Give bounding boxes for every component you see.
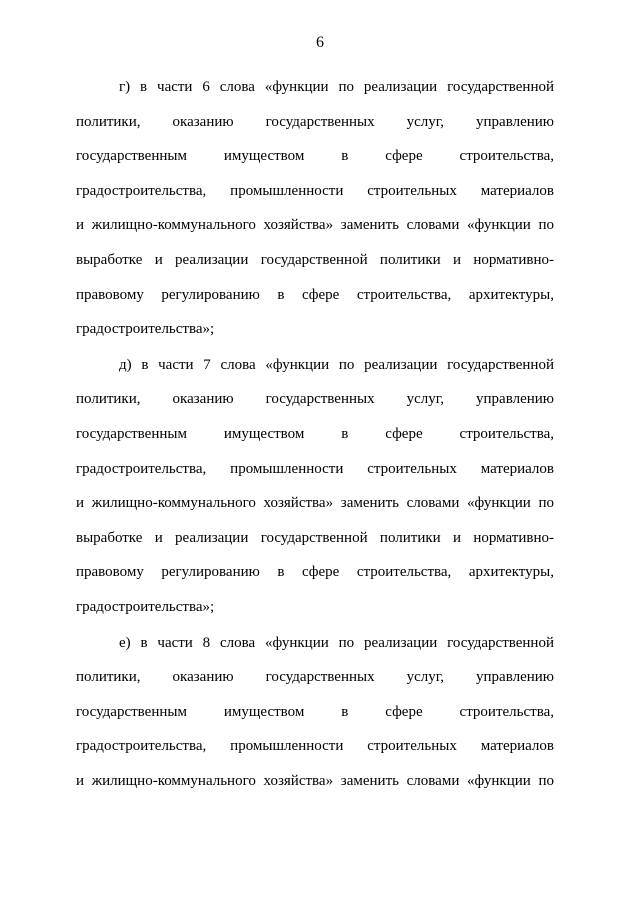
text-line: г) в части 6 слова «функции по реализации государственной [119, 79, 554, 95]
text-line: правовому регулированию в сфере строительства, архитектуры, [76, 286, 554, 303]
text-line: государственным имуществом в сфере строительства, [76, 425, 554, 442]
document-body [76, 70, 554, 798]
text-line: выработке и реализации государственной политики и нормативно- [76, 529, 554, 546]
text-line: е) в части 8 слова «функции по реализации государственной [119, 634, 554, 651]
text-line: государственным имуществом в сфере строительства, [76, 148, 554, 165]
text-line: выработке и реализации государственной политики и нормативно- [76, 251, 554, 268]
text-line: политики, оказанию государственных услуг, управлению [76, 113, 554, 130]
text-line: государственным имуществом в сфере строительства, [76, 703, 554, 720]
page-number: 6 [316, 34, 324, 51]
text-line: и жилищно-коммунального хозяйства» заменить словами «функции по [76, 495, 554, 512]
paragraph-g [76, 70, 554, 347]
text-line: и жилищно-коммунального хозяйства» заменить словами «функции по [76, 217, 554, 234]
text-line: и жилищно-коммунального хозяйства» заменить словами «функции по [76, 772, 554, 789]
paragraph-d [76, 348, 554, 625]
text-line: правовому регулированию в сфере строительства, архитектуры, [76, 564, 554, 581]
text-line: градостроительства»; [76, 321, 215, 338]
text-line: политики, оказанию государственных услуг, управлению [76, 669, 554, 686]
paragraph-e [76, 626, 554, 799]
text-line: градостроительства, промышленности строительных материалов [76, 738, 554, 755]
text-line: д) в части 7 слова «функции по реализации государственной [119, 356, 554, 373]
text-line: градостроительства, промышленности строительных материалов [76, 182, 554, 199]
text-line: градостроительства»; [76, 598, 215, 615]
text-line: политики, оказанию государственных услуг, управлению [76, 391, 554, 408]
text-line: градостроительства, промышленности строительных материалов [76, 460, 554, 477]
